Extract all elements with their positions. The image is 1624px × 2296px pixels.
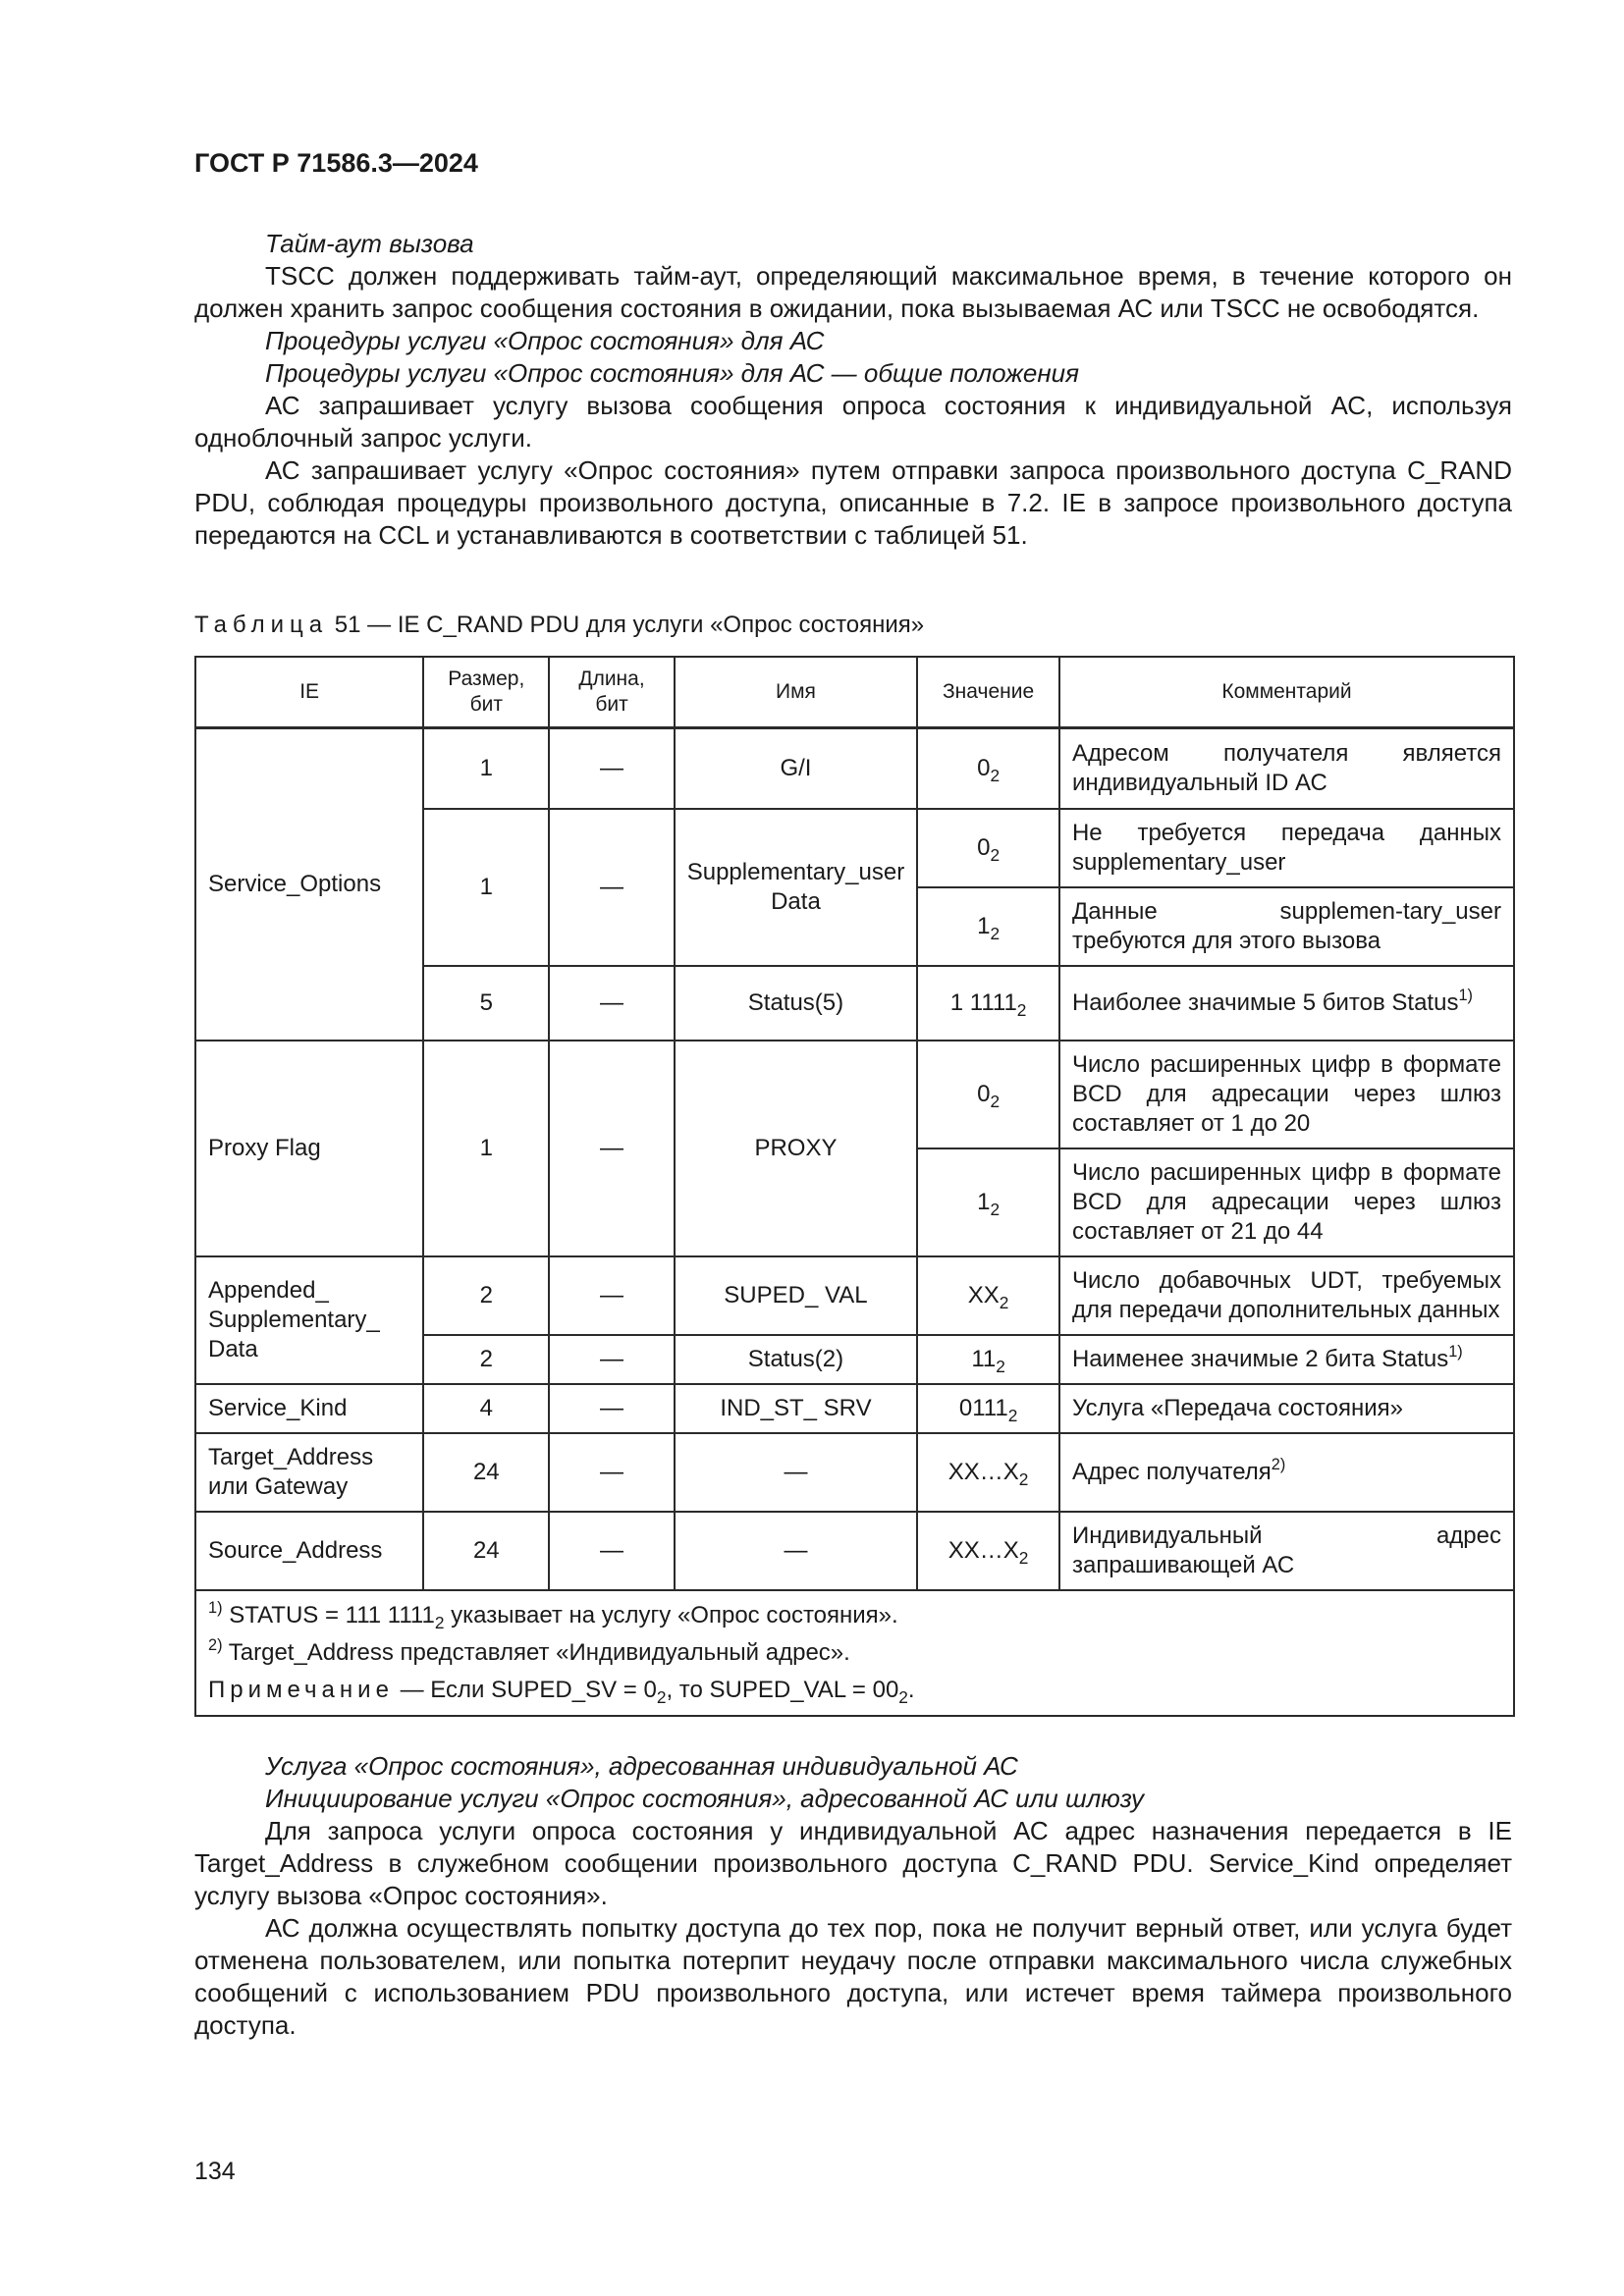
comment-cell: Не требуется передача данных supplementary_user xyxy=(1059,809,1514,887)
col-header-comment: Комментарий xyxy=(1059,657,1514,728)
length-cell: — xyxy=(549,966,674,1041)
table-row xyxy=(195,1433,1514,1512)
heading-general-provisions: Процедуры услуги «Опрос состояния» для АС — общие положения xyxy=(265,358,1080,388)
length-cell: — xyxy=(549,809,674,966)
size-cell: 5 xyxy=(423,966,549,1041)
comment-cell: Адресом получателя является индивидуальный ID АС xyxy=(1059,728,1514,809)
name-cell: IND_ST_ SRV xyxy=(675,1384,917,1433)
paragraph: АС запрашивает услугу вызова сообщения опроса состояния к индивидуальной АС, используя одноблочный запрос услуги. xyxy=(194,391,1512,453)
value-cell: $XX\dots X_2$ xyxy=(917,1512,1059,1590)
col-header-name: Имя xyxy=(675,657,917,728)
col-header-size: Размер, бит xyxy=(423,657,549,728)
table-caption xyxy=(194,612,924,639)
value-cell: $XX\dots X_2$ xyxy=(917,1433,1059,1512)
size-cell: 4 xyxy=(423,1384,549,1433)
paragraph: Для запроса услуги опроса состояния у индивидуальной АС адрес назначения передается в IE Target_Address в служебном сообщении произвольного доступа C_RAND PDU. Service_Kind определяет услугу вызова «Опрос состояния». xyxy=(194,1816,1512,1910)
table-row xyxy=(195,1041,1514,1148)
ie-cell: Target_Address или Gateway xyxy=(195,1433,423,1512)
comment-cell: Данные supplemen-tary_user требуются для этого вызова xyxy=(1059,887,1514,966)
heading-call-timeout: Тайм-аут вызова xyxy=(265,229,474,258)
name-cell: PROXY xyxy=(675,1041,917,1256)
after-table-text xyxy=(194,1750,1512,2042)
paragraph: АС должна осуществлять попытку доступа до тех пор, пока не получит верный ответ, или услуга будет отменена пользователем, или попытка потерпит неудачу после отправки максимального числа служебных сообщений с использованием PDU произвольного доступа, или истечет время таймера произвольного доступа. xyxy=(194,1913,1512,2040)
col-header-length: Длина, бит xyxy=(549,657,674,728)
name-cell: Supplementary_user Data xyxy=(675,809,917,966)
size-cell: 24 xyxy=(423,1433,549,1512)
size-cell: 1 xyxy=(423,1041,549,1256)
length-cell: — xyxy=(549,1256,674,1335)
size-cell: 2 xyxy=(423,1256,549,1335)
length-cell: — xyxy=(549,1512,674,1590)
ie-cell: Appended_ Supplementary_ Data xyxy=(195,1256,423,1384)
name-cell: G/I xyxy=(675,728,917,809)
table-caption-text: 51 — IE C_RAND PDU для услуги «Опрос состояния» xyxy=(334,612,925,638)
comment-cell: Адрес получателя$^{2)}$ xyxy=(1059,1433,1514,1512)
value-cell: 1 $1111_2$ xyxy=(917,966,1059,1041)
comment-cell: Наименее значимые 2 бита Status$^{1)}$ xyxy=(1059,1335,1514,1384)
length-cell: — xyxy=(549,728,674,809)
table-notes xyxy=(195,1590,1514,1716)
table-row xyxy=(195,1384,1514,1433)
ie-cell: Source_Address xyxy=(195,1512,423,1590)
comment-cell: Число расширенных цифр в формате BCD для адресации через шлюз составляет от 21 до 44 xyxy=(1059,1148,1514,1256)
footnote-2: $^{2)}$ Target_Address представляет «Индивидуальный адрес». xyxy=(208,1635,850,1666)
col-header-ie: IE xyxy=(195,657,423,728)
table-header-row xyxy=(195,657,1514,728)
length-cell: — xyxy=(549,1433,674,1512)
paragraph: АС запрашивает услугу «Опрос состояния» путем отправки запроса произвольного доступа C_RAND PDU, соблюдая процедуры произвольного доступа, описанные в 7.2. IE в запросе произвольного доступа передаются на CCL и устанавливаются в соответствии с таблицей 51. xyxy=(194,455,1512,550)
col-header-value: Значение xyxy=(917,657,1059,728)
value-cell: $XX_2$ xyxy=(917,1256,1059,1335)
size-cell: 2 xyxy=(423,1335,549,1384)
name-cell: Status(5) xyxy=(675,966,917,1041)
name-cell: SUPED_ VAL xyxy=(675,1256,917,1335)
name-cell: — xyxy=(675,1512,917,1590)
value-cell: $0111_2$ xyxy=(917,1384,1059,1433)
paragraph: TSCC должен поддерживать тайм-аут, определяющий максимальное время, в течение которого он должен хранить запрос сообщения состояния в ожидании, пока вызываемая АС или TSCC не освободятся. xyxy=(194,261,1512,323)
size-cell: 24 xyxy=(423,1512,549,1590)
value-cell: $1_2$ xyxy=(917,887,1059,966)
value-cell: $1_2$ xyxy=(917,1148,1059,1256)
document-header: ГОСТ Р 71586.3—2024 xyxy=(194,148,478,178)
size-cell: 1 xyxy=(423,728,549,809)
table-row xyxy=(195,1512,1514,1590)
table-note: Примечание — Если SUPED_SV = $0_2$, то SUPED_VAL = $00_2$. xyxy=(208,1676,915,1707)
ie-cell: Service_Kind xyxy=(195,1384,423,1433)
length-cell: — xyxy=(549,1335,674,1384)
table-notes-row xyxy=(195,1590,1514,1716)
ie-cell: Proxy Flag xyxy=(195,1041,423,1256)
value-cell: $11_2$ xyxy=(917,1335,1059,1384)
value-cell: $0_2$ xyxy=(917,1041,1059,1148)
table-caption-label: Таблица xyxy=(194,612,329,638)
intro-text xyxy=(194,228,1512,552)
comment-cell: Индивидуальный адрес запрашивающей АС xyxy=(1059,1512,1514,1590)
value-cell: $0_2$ xyxy=(917,809,1059,887)
heading-individual-status: Услуга «Опрос состояния», адресованная индивидуальной АС xyxy=(265,1751,1018,1781)
heading-initiation: Инициирование услуги «Опрос состояния», адресованной АС или шлюзу xyxy=(265,1784,1145,1813)
size-cell: 1 xyxy=(423,809,549,966)
table-row xyxy=(195,728,1514,809)
name-cell: — xyxy=(675,1433,917,1512)
length-cell: — xyxy=(549,1384,674,1433)
value-cell: $0_2$ xyxy=(917,728,1059,809)
length-cell: — xyxy=(549,1041,674,1256)
comment-cell: Число расширенных цифр в формате BCD для адресации через шлюз составляет от 1 до 20 xyxy=(1059,1041,1514,1148)
heading-status-procedures: Процедуры услуги «Опрос состояния» для АС xyxy=(265,326,825,355)
footnote-1: $^{1)}$ STATUS = 111 $1111_2$ указывает на услугу «Опрос состояния». xyxy=(208,1598,898,1632)
page-number: 134 xyxy=(194,2158,236,2185)
comment-cell: Наиболее значимые 5 битов Status$^{1)}$ xyxy=(1059,966,1514,1041)
ie-table xyxy=(194,656,1515,1717)
name-cell: Status(2) xyxy=(675,1335,917,1384)
comment-cell: Услуга «Передача состояния» xyxy=(1059,1384,1514,1433)
table-row xyxy=(195,1256,1514,1335)
ie-cell: Service_Options xyxy=(195,728,423,1041)
comment-cell: Число добавочных UDT, требуемых для передачи дополнительных данных xyxy=(1059,1256,1514,1335)
